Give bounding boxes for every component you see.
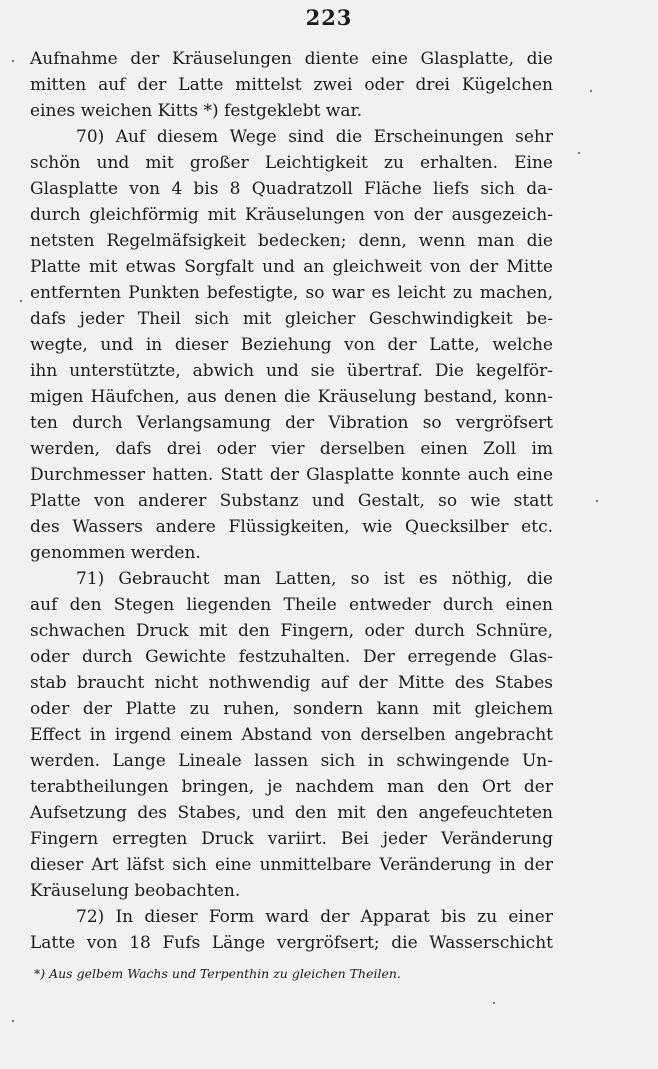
text-line: Fingern erregten Druck variirt. Bei jeder Veränderung bbox=[30, 829, 553, 849]
text-line: durch gleichförmig mit Kräuselungen von der ausgezeich- bbox=[30, 205, 553, 225]
text-line: terabtheilungen bringen, je nachdem man den Ort der bbox=[30, 777, 553, 797]
text-line: Aufnahme der Kräuselungen diente eine Glasplatte, die bbox=[30, 49, 553, 69]
text-line: oder durch Gewichte festzuhalten. Der erregende Glas- bbox=[30, 647, 553, 667]
text-line: schwachen Druck mit den Fingern, oder durch Schnüre, bbox=[30, 621, 553, 641]
text-line: werden, dafs drei oder vier derselben einen Zoll im bbox=[30, 439, 553, 459]
text-line: wegte, und in dieser Beziehung von der Latte, welche bbox=[30, 335, 553, 355]
text-line: mitten auf der Latte mittelst zwei oder drei Kügelchen bbox=[30, 75, 553, 95]
text-line: entfernten Punkten befestigte, so war es leicht zu machen, bbox=[30, 283, 553, 303]
text-line: dafs jeder Theil sich mit gleicher Geschwindigkeit be- bbox=[30, 309, 553, 329]
text-line: 72) In dieser Form ward der Apparat bis zu einer bbox=[76, 907, 553, 927]
text-line: 71) Gebraucht man Latten, so ist es nöthig, die bbox=[76, 569, 553, 589]
text-line: netsten Regelmäfsigkeit bedecken; denn, wenn man die bbox=[30, 231, 553, 251]
scan-speck bbox=[590, 90, 592, 92]
text-line: Platte von anderer Substanz und Gestalt, so wie statt bbox=[30, 491, 553, 511]
text-line: Kräuselung beobachten. bbox=[30, 881, 241, 901]
text-line: Glasplatte von 4 bis 8 Quadratzoll Fläche liefs sich da- bbox=[30, 179, 553, 199]
scan-speck bbox=[12, 60, 14, 62]
text-line: ten durch Verlangsamung der Vibration so vergröfsert bbox=[30, 413, 553, 433]
scan-speck bbox=[12, 1020, 14, 1022]
scan-speck bbox=[493, 1002, 495, 1004]
page-number: 223 bbox=[305, 5, 353, 30]
text-line: Aufsetzung des Stabes, und den mit den angefeuchteten bbox=[30, 803, 553, 823]
text-line: Effect in irgend einem Abstand von derselben angebracht bbox=[30, 725, 553, 745]
text-line: genommen werden. bbox=[30, 543, 201, 563]
text-line: Latte von 18 Fufs Länge vergröfsert; die Wasserschicht bbox=[30, 933, 553, 953]
text-line: Durchmesser hatten. Statt der Glasplatte konnte auch eine bbox=[30, 465, 553, 485]
text-line: eines weichen Kitts *) festgeklebt war. bbox=[30, 101, 363, 121]
text-line: schön und mit großer Leichtigkeit zu erhalten. Eine bbox=[30, 153, 553, 173]
footnote: *) Aus gelbem Wachs und Terpenthin zu gleichen Theilen. bbox=[34, 966, 401, 981]
scan-speck bbox=[578, 152, 580, 154]
scan-speck bbox=[596, 500, 598, 502]
text-line: dieser Art läfst sich eine unmittelbare Veränderung in der bbox=[30, 855, 553, 875]
text-line: Platte mit etwas Sorgfalt und an gleichweit von der Mitte bbox=[30, 257, 553, 277]
text-line: migen Häufchen, aus denen die Kräuselung bestand, konn- bbox=[30, 387, 553, 407]
text-line: oder der Platte zu ruhen, sondern kann mit gleichem bbox=[30, 699, 553, 719]
text-line: auf den Stegen liegenden Theile entweder durch einen bbox=[30, 595, 553, 615]
text-line: werden. Lange Lineale lassen sich in schwingende Un- bbox=[30, 751, 553, 771]
body-text bbox=[30, 46, 553, 956]
scan-speck bbox=[20, 300, 22, 302]
text-line: des Wassers andere Flüssigkeiten, wie Quecksilber etc. bbox=[30, 517, 553, 537]
text-line: ihn unterstützte, abwich und sie übertraf. Die kegelför- bbox=[30, 361, 553, 381]
text-line: stab braucht nicht nothwendig auf der Mitte des Stabes bbox=[30, 673, 553, 693]
text-line: 70) Auf diesem Wege sind die Erscheinungen sehr bbox=[76, 127, 553, 147]
